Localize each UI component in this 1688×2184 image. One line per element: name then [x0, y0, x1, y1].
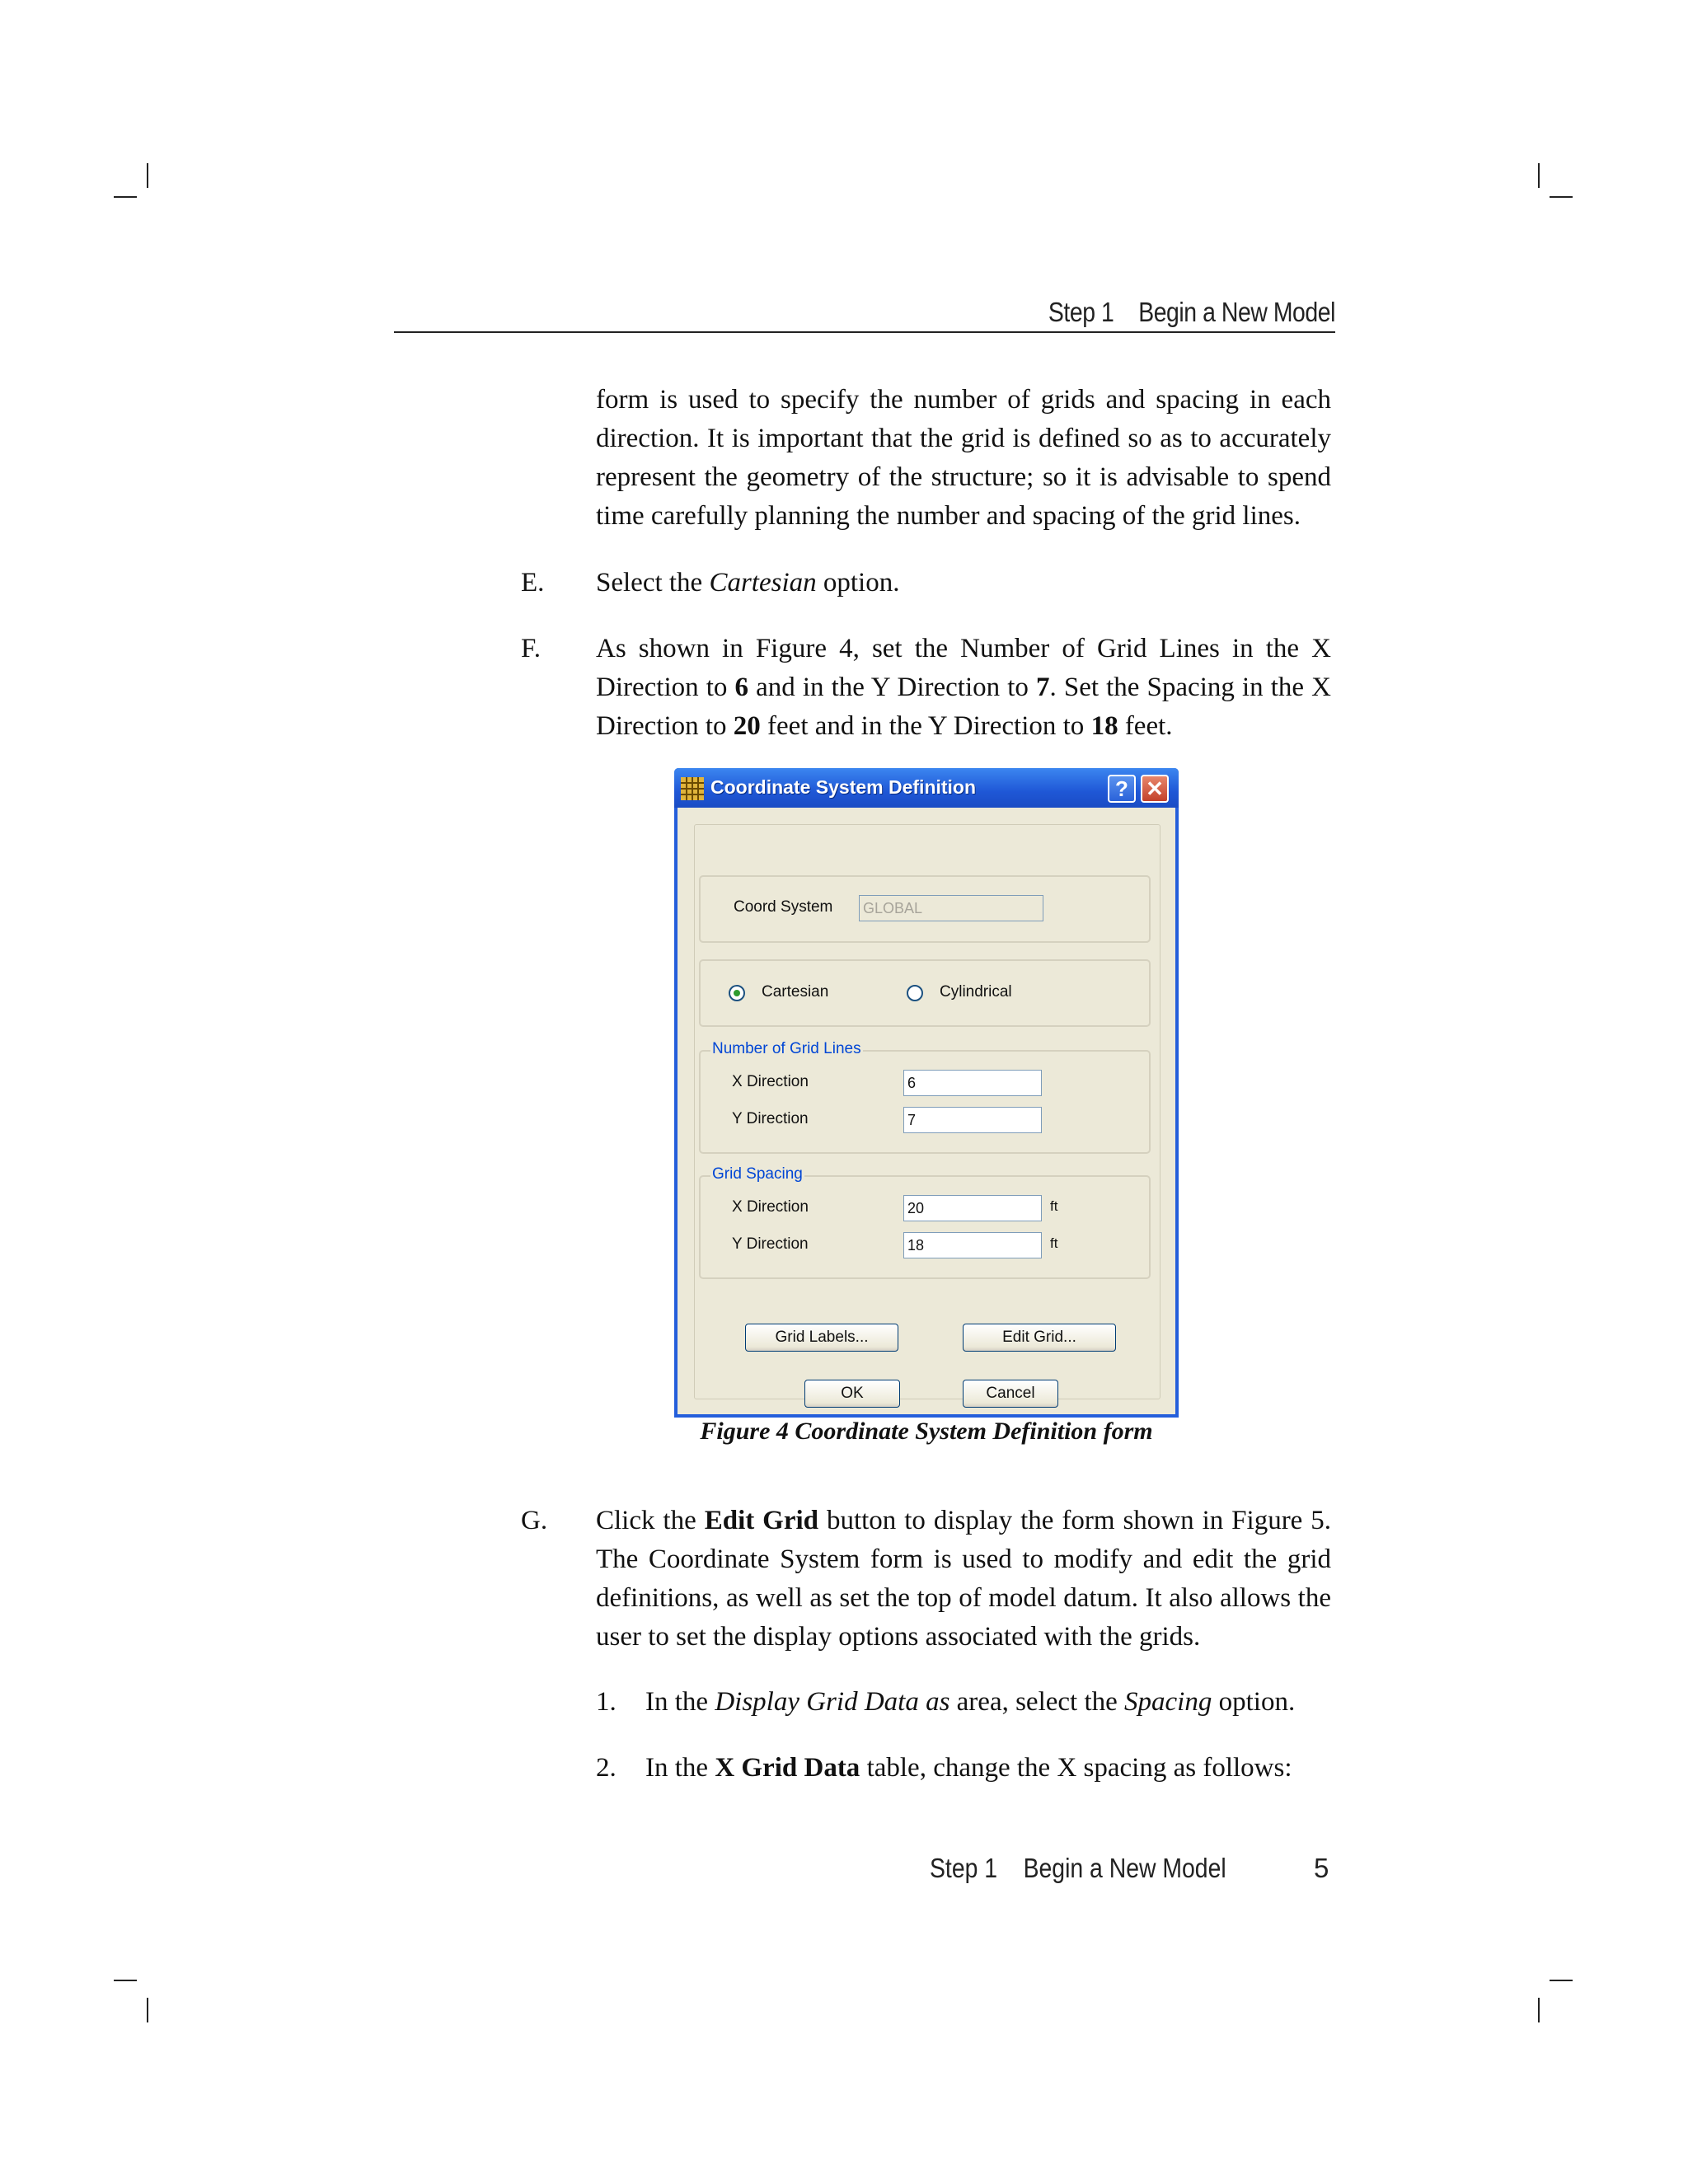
y-direction-label: Y Direction: [732, 1235, 809, 1253]
x-direction-label: X Direction: [732, 1198, 809, 1216]
header-rule: [394, 331, 1335, 333]
coordinate-system-dialog: [674, 768, 1179, 1418]
step-e-text: Select the Cartesian option.: [596, 568, 900, 598]
y-spacing-unit: ft: [1050, 1235, 1058, 1251]
grid-spacing-legend: Grid Spacing: [712, 1165, 803, 1183]
cancel-button[interactable]: Cancel: [963, 1380, 1058, 1408]
x-grid-lines-input[interactable]: 6: [903, 1070, 1042, 1096]
step-marker: G.: [521, 1506, 548, 1535]
crop-mark: [114, 1980, 137, 1981]
figure-caption: Figure 4 Coordinate System Definition form: [700, 1418, 1153, 1445]
intro-paragraph: form is used to specify the number of grids and spacing in each direction. It is important that the grid is defined so as to accurately represent the geometry of the structure; so it is advisable to spend time carefully planning the number and spacing of the grid lines.: [596, 385, 1331, 531]
x-direction-label: X Direction: [732, 1073, 809, 1090]
substep-number: 2.: [596, 1753, 617, 1783]
x-spacing-input[interactable]: 20: [903, 1195, 1042, 1221]
step-marker: F.: [521, 634, 541, 663]
crop-mark: [1538, 1998, 1540, 2022]
crop-mark: [114, 196, 137, 198]
step-marker: E.: [521, 568, 545, 598]
ok-button[interactable]: OK: [804, 1380, 900, 1408]
crop-mark: [147, 1998, 148, 2022]
grid-lines-group: [699, 1040, 1151, 1154]
edit-grid-button[interactable]: Edit Grid...: [963, 1324, 1116, 1352]
y-grid-lines-input[interactable]: 7: [903, 1107, 1042, 1133]
y-direction-label: Y Direction: [732, 1110, 809, 1127]
coordinate-type-group: [699, 959, 1151, 1027]
substep-text: In the X Grid Data table, change the X spacing as follows:: [645, 1753, 1292, 1783]
grid-labels-button[interactable]: Grid Labels...: [745, 1324, 898, 1352]
page-number: 5: [1314, 1853, 1329, 1883]
crop-mark: [1550, 196, 1573, 198]
grid-spacing-group: [699, 1165, 1151, 1279]
step-g-text: Click the Edit Grid button to display the form shown in Figure 5. The Coordinate System form is used to modify and edit the grid definitions, as well as set the top of model datum. It also allows the user to set the display options associated with the grids.: [596, 1506, 1332, 1652]
dialog-title: Coordinate System Definition: [710, 776, 977, 798]
dialog-titlebar[interactable]: [674, 768, 1179, 808]
x-spacing-unit: ft: [1050, 1198, 1058, 1214]
substep-text: In the Display Grid Data as area, select the Spacing option.: [645, 1687, 1296, 1717]
substep-number: 1.: [596, 1687, 617, 1717]
cartesian-radio[interactable]: [729, 985, 745, 1001]
grid-lines-legend: Number of Grid Lines: [712, 1040, 861, 1057]
coord-system-label: Coord System: [734, 898, 833, 916]
cylindrical-radio[interactable]: [907, 985, 923, 1001]
footer-label: Step 1 Begin a New Model: [930, 1853, 1226, 1883]
help-button[interactable]: ?: [1108, 775, 1136, 803]
crop-mark: [1538, 163, 1540, 188]
app-grid-icon: [681, 777, 704, 800]
crop-mark: [147, 163, 148, 188]
coord-system-field: GLOBAL: [859, 895, 1043, 921]
radio-selected-dot: [734, 990, 740, 996]
y-spacing-input[interactable]: 18: [903, 1232, 1042, 1258]
step-f-text: As shown in Figure 4, set the Number of Grid Lines in the X Direction to 6 and in the Y Direction to 7. Set the Spacing in the X Direction to 20 feet and in the Y Direction to 18 feet.: [596, 634, 1331, 741]
close-button[interactable]: ✕: [1141, 775, 1169, 803]
cartesian-label[interactable]: Cartesian: [762, 983, 829, 1001]
crop-mark: [1550, 1980, 1573, 1981]
coord-system-group: [699, 875, 1151, 943]
cylindrical-label[interactable]: Cylindrical: [940, 983, 1012, 1001]
running-head: Step 1 Begin a New Model: [1048, 297, 1335, 327]
dialog-body: [678, 808, 1175, 1414]
